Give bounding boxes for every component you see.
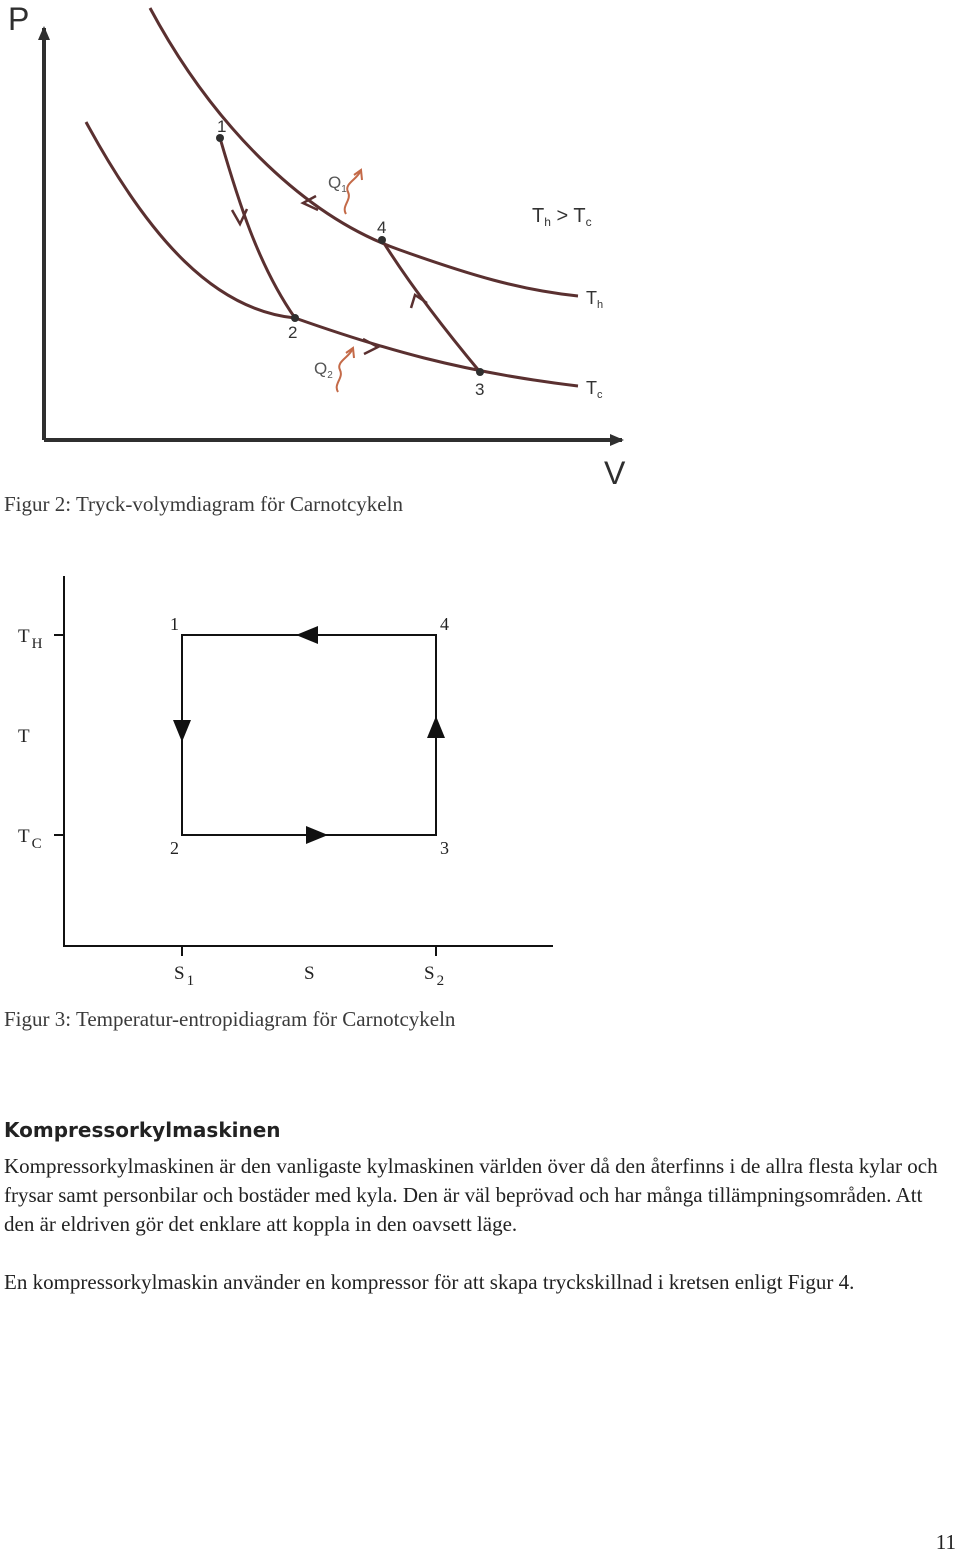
isotherm-th xyxy=(150,8,578,296)
arrow-3-4 xyxy=(427,716,445,738)
paragraph-2: En kompressorkylmaskin använder en kompressor för att skapa tryckskillnad i kretsen enligt Figur 4. xyxy=(4,1270,855,1294)
adiabat-1-2 xyxy=(220,138,295,318)
ts-s1-label: S $_1$ xyxy=(174,963,195,989)
temperature-condition: $T_h > T_c$ xyxy=(532,205,592,229)
q1-label: $Q_1$ xyxy=(328,173,347,195)
q1-squiggle-icon xyxy=(345,172,360,214)
section-heading: Kompressorkylmaskinen xyxy=(4,1118,281,1142)
pv-point-3-label: 3 xyxy=(475,380,485,399)
pv-point-4-dot xyxy=(378,236,386,244)
pv-diagram xyxy=(0,0,660,500)
figure2-caption: Figur 2: Tryck-volymdiagram för Carnotcykeln xyxy=(4,492,403,516)
arrow-1-2 xyxy=(173,720,191,742)
paragraph-1: Kompressorkylmaskinen är den vanligaste kylmaskinen världen över då den återfinns i de allra flesta kylar och frysar samt personbilar och bostäder med kyla. Den är väl beprövad och har många tillämpningsområden. Att den är eldriven gör det enklare att koppla in den oavsett läge. xyxy=(4,1154,938,1236)
arrow-tc xyxy=(363,339,378,354)
isotherm-tc xyxy=(86,122,578,386)
ts-point-3-label: 3 xyxy=(440,838,449,858)
pv-point-3-dot xyxy=(476,368,484,376)
figure3-caption: Figur 3: Temperatur-entropidiagram för Carnotcykeln xyxy=(4,1007,456,1031)
ts-s2-label: S $_2$ xyxy=(424,963,445,989)
ts-point-1-label: 1 xyxy=(170,614,179,634)
pv-axis-p-label: P xyxy=(8,1,30,37)
ts-point-4-label: 4 xyxy=(440,614,449,634)
pv-point-4-label: 4 xyxy=(377,218,387,237)
ts-tc-label: T $_C$ xyxy=(18,826,42,852)
ts-diagram xyxy=(0,560,580,1000)
ts-th-label: T $_H$ xyxy=(18,626,43,652)
pv-point-1-label: 1 xyxy=(217,117,227,136)
pv-point-2-dot xyxy=(291,314,299,322)
ts-s-label: S xyxy=(304,963,315,984)
pv-point-2-label: 2 xyxy=(288,323,298,342)
arrow-4-1 xyxy=(296,626,318,644)
page-number: 11 xyxy=(935,1530,956,1554)
isotherm-th-label: $T_h$ xyxy=(586,288,604,311)
arrow-1-2 xyxy=(232,209,247,224)
ts-t-label: T xyxy=(18,726,30,747)
pv-axis-v-label: V xyxy=(604,455,626,491)
carnot-cycle xyxy=(182,635,436,835)
ts-point-2-label: 2 xyxy=(170,838,179,858)
isotherm-tc-label: $T_c$ xyxy=(586,378,603,401)
arrow-3-4 xyxy=(411,295,427,308)
q2-label: $Q_2$ xyxy=(314,359,333,381)
q2-squiggle-icon xyxy=(337,350,352,392)
arrow-2-3 xyxy=(306,826,328,844)
